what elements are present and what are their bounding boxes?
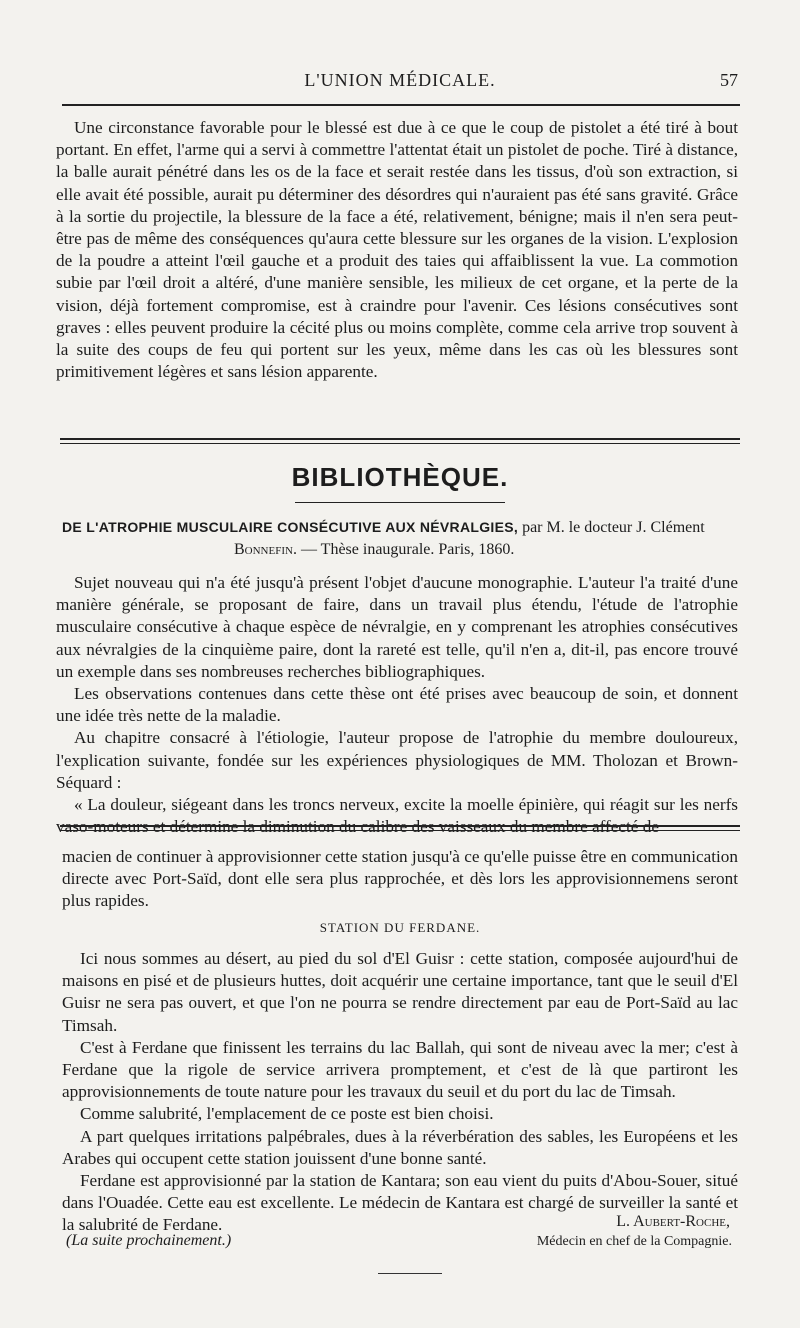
paragraph: Ferdane est approvisionné par la station de Kantara; son eau vient du puits d'Abou-Souer, situé dans l'Ouadée. Cette eau est excellente. Le médecin de Kantara est chargé de surveiller la santé et la salubrité de Ferdane. xyxy=(62,1171,738,1235)
paragraph: Au chapitre consacré à l'étiologie, l'auteur propose de l'atrophie du membre douloureux, l'explication suivante, fondée sur les expériences physiologiques de MM. Tholozan et Brown-Séquard : xyxy=(56,728,738,792)
paragraph: Une circonstance favorable pour le blessé est due à ce que le coup de pistolet a été tiré à bout portant. En effet, l'arme qui a servi à commettre l'attentat était un pistolet de poche. Tiré à distance, la balle aurait pénétré dans les os de la face et serait restée dans les tissus, d'où son extraction, si elle avait été possible, aurait pu déterminer des désordres qui n'auraient pas été sans gravité. Grâce à la sortie du projectile, la blessure de la face a été, relativement, bénigne; mais il n'en sera peut-être pas de même des conséquences qu'aura cette blessure sur les organes de la vision. L'explosion de la poudre a atteint l'œil gauche et a produit des taies qui affaiblissent la vue. La commotion subie par l'œil droit a altéré, d'une manière sensible, les milieux de cet organe, et la perte de la vision, déjà fortement compromise, est à craindre pour l'avenir. Ces lésions consécutives sont graves : elles peuvent produire la cécité plus ou moins complète, comme cela arrive trop souvent à la suite des coups de feu qui portent sur les yeux, même dans les cas où les blessures sont primitivement légères et sans lésion apparente. xyxy=(56,118,738,382)
section-title: BIBLIOTHÈQUE. xyxy=(291,462,509,492)
page-header xyxy=(62,68,738,98)
review-by: par M. le docteur J. Clément xyxy=(518,519,705,536)
paragraph: Sujet nouveau qui n'a été jusqu'à présent l'objet d'aucune monographie. L'auteur l'a traité d'une manière générale, se proposant de faire, dans un travail plus étendu, l'étude de l'atrophie musculaire consécutive à chaque espèce de névralgie, en y comprenant les atrophies consécutives aux névralgies de la cinquième paire, dont la rareté est telle, qu'il n'en a, dit-il, pas encore trouvé un exemple dans ses nombreuses recherches bibliographiques. xyxy=(56,573,738,681)
review-heading xyxy=(62,516,738,561)
paragraph: C'est à Ferdane que finissent les terrains du lac Ballah, qui sont de niveau avec la mer; c'est à Ferdane que la rigole de service arrivera promptement, et c'est de là que partiront les approvisionnements de toute nature pour les travaux du seuil et du port du lac de Timsah. xyxy=(62,1037,738,1102)
review-author: Bonnefin. xyxy=(234,541,297,558)
end-rule xyxy=(378,1273,442,1274)
section-divider xyxy=(60,438,740,444)
review-details: — Thèse inaugurale. Paris, 1860. xyxy=(296,541,515,558)
paragraph: macien de continuer à approvisionner cette station jusqu'à ce qu'elle puisse être en communication directe avec Port-Saïd, dont elle sera plus rapprochée, et dès lors les approvisionnemens seront plus rapides. xyxy=(62,847,738,911)
paragraph: Les observations contenues dans cette thèse ont été prises avec beaucoup de soin, et donnent une idée très nette de la maladie. xyxy=(56,684,738,726)
title-underline xyxy=(295,502,505,503)
station-heading: STATION DU FERDANE. xyxy=(319,920,481,935)
header-rule xyxy=(62,104,740,106)
feuilleton-body xyxy=(62,948,738,1237)
paragraph: Comme salubrité, l'emplacement de ce poste est bien choisi. xyxy=(80,1104,494,1124)
feuilleton-continuation xyxy=(62,846,738,913)
feuilleton-divider xyxy=(60,825,740,831)
article-continuation xyxy=(56,117,738,383)
signature-name: L. Aubert-Roche, xyxy=(616,1213,730,1230)
paragraph: A part quelques irritations palpébrales, dues à la réverbération des sables, les Européens et les Arabes qui occupent cette station jouissent d'une bonne santé. xyxy=(62,1126,738,1168)
page-number: 57 xyxy=(720,70,738,90)
review-title: DE L'ATROPHIE MUSCULAIRE CONSÉCUTIVE AUX NÉVRALGIES, xyxy=(62,519,519,535)
continuation-note: (La suite prochainement.) xyxy=(66,1232,232,1249)
paragraph: Ici nous sommes au désert, au pied du sol d'El Guisr : cette station, composée aujourd'hui de maisons en pisé et de plusieurs huttes, doit acquérir une certaine importance, tant que le seuil d'El Guisr ne sera pas ouvert, et que l'on ne pourra se rendre directement par eau de Port-Saïd au lac Timsah. xyxy=(62,949,738,1035)
review-body xyxy=(56,572,738,838)
signature-role: Médecin en chef de la Compagnie. xyxy=(536,1234,732,1249)
running-title: L'UNION MÉDICALE. xyxy=(304,70,496,90)
paragraph: « La douleur, siégeant dans les troncs nerveux, excite la moelle épinière, qui réagit sur les nerfs vaso-moteurs et détermine la diminution du calibre des vaisseaux du membre affecté de xyxy=(56,795,738,837)
